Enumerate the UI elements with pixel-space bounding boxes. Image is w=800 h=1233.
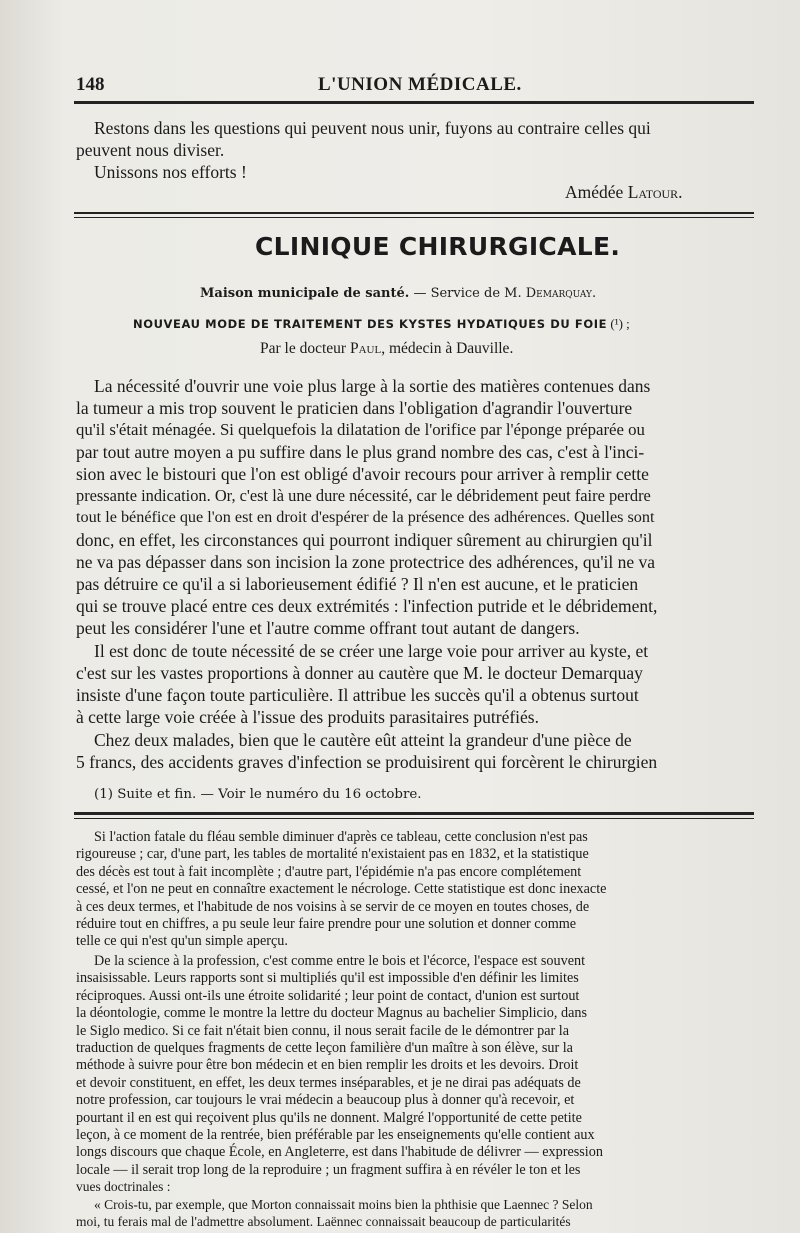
article-line: qui se trouve placé entre ces deux extrémités : l'infection putride et le débridement, bbox=[76, 596, 658, 616]
article-title-line bbox=[133, 315, 630, 333]
feuilleton-line: rigoureuse ; car, d'une part, les tables de mortalité n'existaient pas en 1832, et la statistique bbox=[76, 846, 589, 863]
author-prefix: Par le docteur bbox=[260, 340, 350, 357]
feuilleton-line: leçon, à ce moment de la rentrée, bien préférable par les enseignements qu'elle contient aux bbox=[76, 1126, 595, 1143]
feuilleton-line: méthode à suivre pour être bon médecin et en bien remplir les droits et les devoirs. Droit bbox=[76, 1057, 579, 1074]
signature bbox=[565, 182, 683, 203]
article-line: c'est sur les vastes proportions à donner au cautère que M. le docteur Demarquay bbox=[76, 663, 643, 683]
article-line: donc, en effet, les circonstances qui pourront indiquer sûrement au chirurgien qu'il bbox=[76, 530, 653, 550]
article-title: NOUVEAU MODE DE TRAITEMENT DES KYSTES HYDATIQUES DU FOIE bbox=[133, 317, 608, 331]
feuilleton-line: insaisissable. Leurs rapports sont si multipliés qu'il est impossible d'en définir les limites bbox=[76, 970, 579, 987]
article-line: la tumeur a mis trop souvent le praticien dans l'obligation d'agrandir l'ouverture bbox=[76, 398, 633, 418]
feuilleton-line: cessé, et l'on ne peut en connaître exactement le nécrologe. Cette statistique est donc inexacte bbox=[76, 881, 607, 898]
feuilleton-line: des décès est tout à fait incomplète ; d'autre part, l'épidémie n'a pas encore complétement bbox=[76, 863, 582, 880]
feuilleton-line: la déontologie, comme le montre la lettre du docteur Magnus au bachelier Simplicio, dans bbox=[76, 1005, 587, 1022]
feuilleton-line: notre profession, car toujours le vrai médecin a beaucoup plus à donner qu'à recevoir, et bbox=[76, 1092, 575, 1109]
feuilleton-line: telle ce qui n'est qu'un simple aperçu. bbox=[76, 933, 288, 950]
feuilleton-line: réduire tout en chiffres, a pu seule leur faire prendre pour une solution et donner comme bbox=[76, 916, 577, 933]
article-line: pas détruire ce qu'il a si laborieusement édifié ? Il n'en est aucune, et le praticien bbox=[76, 574, 639, 594]
page-number: 148 bbox=[76, 74, 105, 95]
institution-line bbox=[200, 286, 596, 301]
intro-line: Restons dans les questions qui peuvent nous unir, fuyons au contraire celles qui bbox=[94, 118, 651, 138]
service-name: Demarquay. bbox=[525, 286, 597, 301]
institution: Maison municipale de santé. bbox=[200, 286, 410, 301]
feuilleton-line: longs discours que chaque École, en Angleterre, est dans l'habitude de délivrer — expression bbox=[76, 1144, 603, 1161]
page-header bbox=[76, 74, 752, 98]
service-prefix: — Service de M. bbox=[409, 286, 526, 301]
intro-line: Unissons nos efforts ! bbox=[94, 162, 247, 182]
feuilleton-line: pourtant il en est qui reçoivent plus qu'ils ne donnent. Malgré l'opportunité de cette petite bbox=[76, 1109, 582, 1126]
article-note: (¹) ; bbox=[607, 316, 630, 331]
article-line: insiste d'une façon toute particulière. Il attribue les succès qu'il a obtenus surtout bbox=[76, 685, 639, 705]
feuilleton-rule-bottom bbox=[74, 818, 754, 819]
article-line: 5 francs, des accidents graves d'infection se produisirent qui forcèrent le chirurgien bbox=[76, 752, 658, 772]
signature-prefix: Amédée bbox=[565, 182, 628, 202]
feuilleton-line: et devoir constituent, en effet, les deux termes inséparables, et je ne dirai pas adéquats de bbox=[76, 1074, 581, 1091]
feuilleton-line: traduction de quelques fragments de cette leçon familière d'un maître à son élève, sur la bbox=[76, 1039, 573, 1056]
intro-line: peuvent nous diviser. bbox=[76, 140, 225, 160]
feuilleton-line: réciproques. Aussi ont-ils une étroite solidarité ; leur point de contact, d'union est surtout bbox=[76, 987, 580, 1004]
article-line: sion avec le bistouri que l'on est obligé d'avoir recours pour arriver à remplir cette bbox=[76, 464, 649, 484]
footnote: (1) Suite et fin. — Voir le numéro du 16 octobre. bbox=[94, 787, 422, 802]
signature-name: Latour. bbox=[627, 182, 683, 202]
feuilleton-rule-top bbox=[74, 812, 754, 815]
article-line: Il est donc de toute nécessité de se créer une large voie pour arriver au kyste, et bbox=[94, 641, 649, 661]
header-rule bbox=[74, 101, 754, 104]
feuilleton-line: à ces deux termes, et l'habitude de nos voisins à se servir de ce moyen en toutes choses, de bbox=[76, 898, 590, 915]
article-line: tout le bénéfice que l'on est en droit d'espérer de la présence des adhérences. Quelles sont bbox=[76, 508, 655, 526]
author-name: Paul bbox=[349, 340, 382, 357]
article-line: peut les considérer l'une et l'autre comme offrant tout autant de dangers. bbox=[76, 618, 580, 638]
section-title: CLINIQUE CHIRURGICALE. bbox=[255, 232, 621, 261]
article-line: ne va pas dépasser dans son incision la zone protectrice des adhérences, qu'il ne va bbox=[76, 552, 655, 572]
article-line: par tout autre moyen a pu suffire dans le plus grand nombre des cas, c'est à l'inci- bbox=[76, 442, 645, 462]
section-rule-bottom bbox=[74, 217, 754, 218]
feuilleton-line: locale — il serait trop long de la reproduire ; un fragment suffira à en révéler le ton et les bbox=[76, 1161, 581, 1178]
feuilleton-line: Si l'action fatale du fléau semble diminuer d'après ce tableau, cette conclusion n'est pas bbox=[94, 829, 588, 845]
feuilleton-line: le Siglo medico. Si ce fait n'était bien connu, il nous serait facile de le démontrer par la bbox=[76, 1022, 570, 1039]
feuilleton-line: « Crois-tu, par exemple, que Morton connaissait moins bien la phthisie que Laennec ? Selon bbox=[94, 1196, 593, 1212]
author-line bbox=[260, 340, 513, 358]
article-line: qu'il s'était ménagée. Si quelquefois la dilatation de l'orifice par l'éponge préparée ou bbox=[76, 420, 645, 439]
feuilleton-line: De la science à la profession, c'est comme entre le bois et l'écorce, l'espace est souvent bbox=[94, 952, 586, 969]
section-rule-top bbox=[74, 212, 754, 214]
article-line: pressante indication. Or, c'est là une dure nécessité, car le débridement peut faire perdre bbox=[76, 486, 651, 505]
feuilleton-line: moi, tu ferais mal de l'admettre absolument. Laënnec connaissait beaucoup de particularités bbox=[76, 1214, 571, 1229]
article-line: Chez deux malades, bien que le cautère eût atteint la grandeur d'une pièce de bbox=[94, 730, 632, 750]
author-suffix: , médecin à Dauville. bbox=[381, 340, 514, 357]
article-line: à cette large voie créée à l'issue des produits parasitaires putréfiés. bbox=[76, 707, 539, 727]
running-title: L'UNION MÉDICALE. bbox=[318, 74, 522, 95]
article-line: La nécessité d'ouvrir une voie plus large à la sortie des matières contenues dans bbox=[94, 376, 651, 396]
feuilleton-line: vues doctrinales : bbox=[76, 1179, 171, 1195]
